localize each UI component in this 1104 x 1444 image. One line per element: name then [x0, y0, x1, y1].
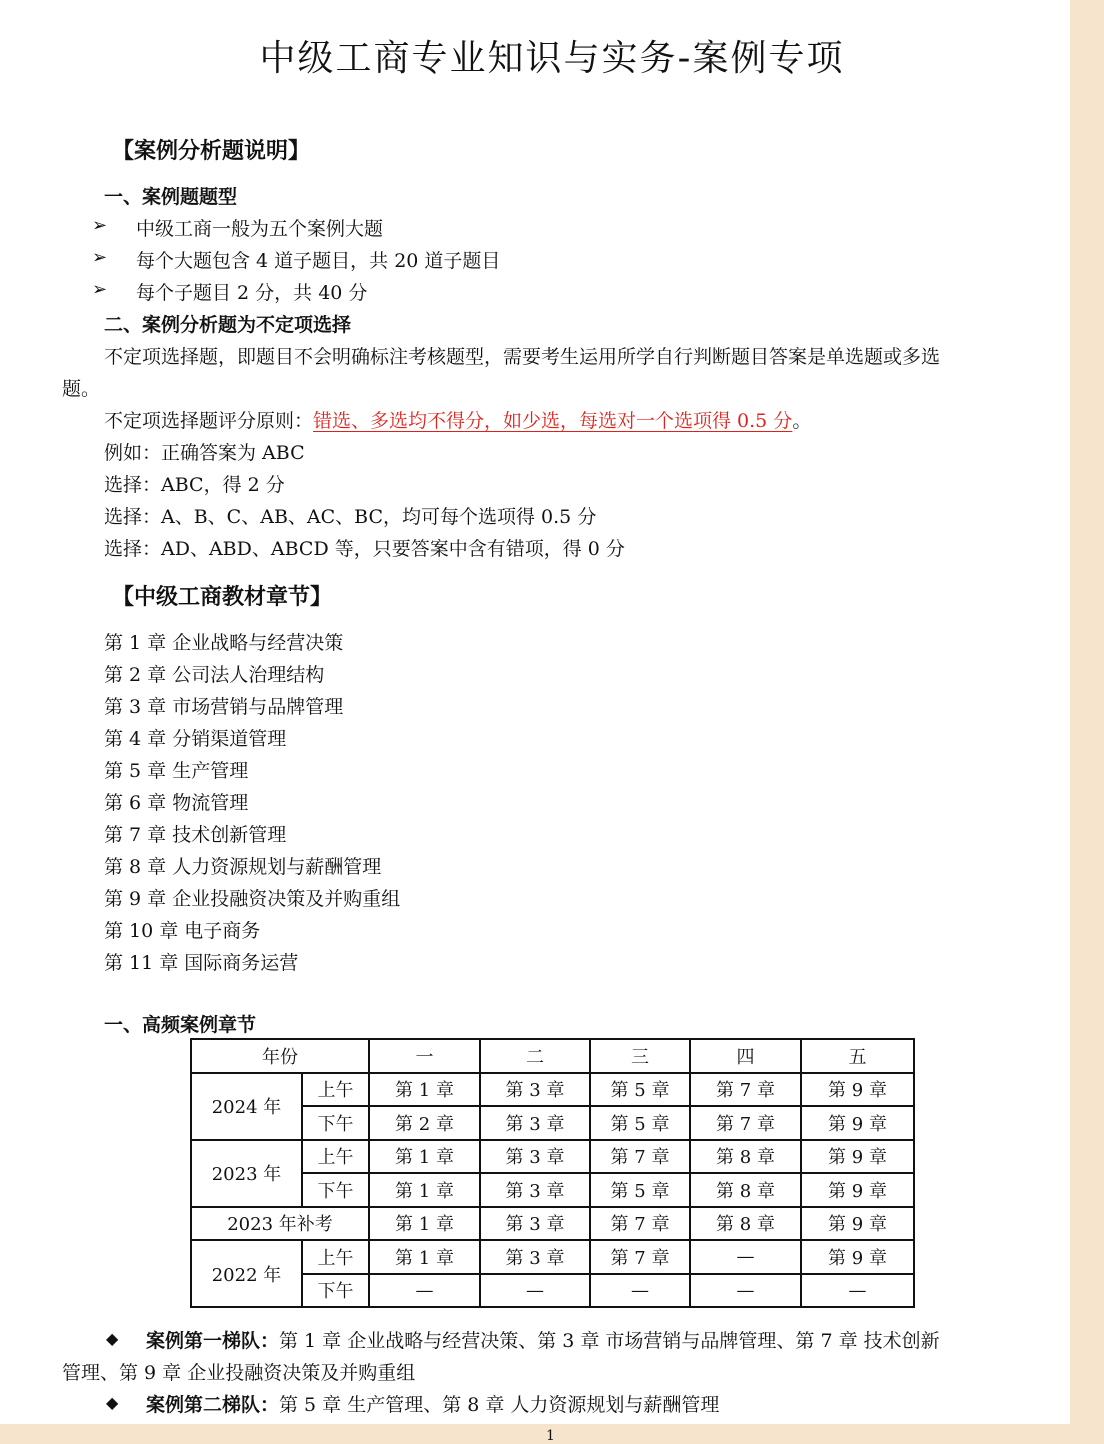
table-cell: 第 9 章: [801, 1173, 914, 1207]
table-cell: 第 8 章: [690, 1140, 801, 1174]
table-cell: 第 9 章: [801, 1207, 914, 1241]
table-row: [191, 1207, 914, 1241]
table-cell: 第 7 章: [690, 1073, 801, 1107]
scoring-rule-end: 。: [792, 410, 812, 432]
table-cell: —: [801, 1274, 914, 1308]
tier2-label: 案例第二梯队：: [146, 1394, 280, 1416]
chapter-item: 第 8 章 人力资源规划与薪酬管理: [104, 856, 382, 878]
table-cell: 第 7 章: [590, 1240, 690, 1274]
example-line: 选择：AD、ABD、ABCD 等，只要答案中含有错项，得 0 分: [104, 538, 625, 560]
table-cell: —: [480, 1274, 590, 1308]
chapter-item: 第 6 章 物流管理: [104, 792, 249, 814]
table-cell: 第 9 章: [801, 1240, 914, 1274]
table-cell: 第 7 章: [590, 1140, 690, 1174]
table-cell: 第 3 章: [480, 1073, 590, 1107]
diamond-bullet-icon: ◆: [106, 1393, 119, 1412]
table-cell: 第 5 章: [590, 1073, 690, 1107]
table-header-col: 二: [480, 1039, 590, 1073]
tier1-label: 案例第一梯队：: [146, 1330, 280, 1352]
diamond-bullet-icon: ◆: [106, 1329, 119, 1348]
section-heading-chapters: 【中级工商教材章节】: [112, 585, 333, 610]
table-cell: 第 9 章: [801, 1073, 914, 1107]
table-year-cell: 2023 年补考: [191, 1207, 369, 1241]
scoring-rule-highlight: 错选、多选均不得分，如少选，每选对一个选项得 0.5 分: [313, 410, 793, 432]
table-year-cell: 2022 年: [191, 1240, 302, 1307]
table-cell: 第 9 章: [801, 1140, 914, 1174]
chapter-item: 第 3 章 市场营销与品牌管理: [104, 696, 344, 718]
table-cell: 第 1 章: [369, 1240, 480, 1274]
table-row: [191, 1140, 914, 1174]
bullet-item: 中级工商一般为五个案例大题: [136, 218, 384, 240]
table-cell: 第 3 章: [480, 1207, 590, 1241]
chapter-item: 第 1 章 企业战略与经营决策: [104, 632, 344, 654]
chapter-item: 第 5 章 生产管理: [104, 760, 249, 782]
table-cell: —: [690, 1274, 801, 1308]
table-session-cell: 下午: [302, 1106, 369, 1140]
table-cell: 第 9 章: [801, 1106, 914, 1140]
table-cell: 第 7 章: [690, 1106, 801, 1140]
table-session-cell: 上午: [302, 1073, 369, 1107]
table-header-col: 一: [369, 1039, 480, 1073]
section-heading-case-intro: 【案例分析题说明】: [112, 139, 311, 164]
example-line: 例如：正确答案为 ABC: [104, 442, 305, 464]
table-session-cell: 上午: [302, 1140, 369, 1174]
tier1-text: 第 1 章 企业战略与经营决策、第 3 章 市场营销与品牌管理、第 7 章 技术创新: [279, 1330, 940, 1352]
table-session-cell: 上午: [302, 1240, 369, 1274]
table-cell: 第 5 章: [590, 1106, 690, 1140]
table-header-col: 五: [801, 1039, 914, 1073]
bullet-item: 每个子题目 2 分，共 40 分: [136, 282, 368, 304]
paragraph-line: 不定项选择题，即题目不会明确标注考核题型，需要考生运用所学自行判断题目答案是单选题或多选: [104, 346, 941, 368]
table-cell: 第 3 章: [480, 1240, 590, 1274]
table-session-cell: 下午: [302, 1274, 369, 1308]
table-cell: 第 1 章: [369, 1073, 480, 1107]
table-cell: 第 1 章: [369, 1173, 480, 1207]
table-row: [191, 1240, 914, 1274]
table-header-year: 年份: [191, 1039, 369, 1073]
table-cell: 第 2 章: [369, 1106, 480, 1140]
table-row: [191, 1073, 914, 1107]
high-frequency-table: [190, 1038, 915, 1308]
table-cell: —: [369, 1274, 480, 1308]
bullet-item: 每个大题包含 4 道子题目，共 20 道子题目: [136, 250, 501, 272]
chapter-item: 第 11 章 国际商务运营: [104, 952, 299, 974]
arrow-bullet-icon: ➢: [92, 215, 108, 236]
table-cell: 第 3 章: [480, 1106, 590, 1140]
page-title: 中级工商专业知识与实务-案例专项: [259, 38, 845, 79]
table-session-cell: 下午: [302, 1173, 369, 1207]
table-header-col: 四: [690, 1039, 801, 1073]
table-cell: 第 8 章: [690, 1173, 801, 1207]
tier1-line: [146, 1326, 940, 1353]
arrow-bullet-icon: ➢: [92, 247, 108, 268]
table-year-cell: 2024 年: [191, 1073, 302, 1140]
scoring-rule: [104, 406, 811, 433]
table-cell: 第 3 章: [480, 1140, 590, 1174]
table-header-row: [191, 1039, 914, 1073]
table-cell: —: [690, 1240, 801, 1274]
example-line: 选择：A、B、C、AB、AC、BC，均可每个选项得 0.5 分: [104, 506, 597, 528]
table-cell: 第 7 章: [590, 1207, 690, 1241]
chapter-item: 第 4 章 分销渠道管理: [104, 728, 287, 750]
table-cell: 第 1 章: [369, 1140, 480, 1174]
chapter-item: 第 9 章 企业投融资决策及并购重组: [104, 888, 401, 910]
table-cell: 第 8 章: [690, 1207, 801, 1241]
arrow-bullet-icon: ➢: [92, 279, 108, 300]
chapter-item: 第 10 章 电子商务: [104, 920, 261, 942]
chapter-item: 第 7 章 技术创新管理: [104, 824, 287, 846]
example-line: 选择：ABC，得 2 分: [104, 474, 285, 496]
table-year-cell: 2023 年: [191, 1140, 302, 1207]
subheading-question-type: 一、案例题题型: [104, 186, 238, 208]
table-cell: 第 5 章: [590, 1173, 690, 1207]
scoring-rule-label: 不定项选择题评分原则：: [104, 410, 314, 432]
chapter-item: 第 2 章 公司法人治理结构: [104, 664, 325, 686]
tier2-line: [146, 1390, 719, 1417]
table-header-col: 三: [590, 1039, 690, 1073]
tier2-text: 第 5 章 生产管理、第 8 章 人力资源规划与薪酬管理: [279, 1394, 720, 1416]
table-cell: 第 1 章: [369, 1207, 480, 1241]
tier1-line-continued: 管理、第 9 章 企业投融资决策及并购重组: [62, 1362, 416, 1384]
paragraph-line: 题。: [62, 378, 101, 400]
subheading-multi-choice: 二、案例分析题为不定项选择: [104, 314, 352, 336]
table-cell: —: [590, 1274, 690, 1308]
table-cell: 第 3 章: [480, 1173, 590, 1207]
page-number: 1: [546, 1428, 555, 1444]
subheading-high-frequency: 一、高频案例章节: [104, 1014, 257, 1036]
